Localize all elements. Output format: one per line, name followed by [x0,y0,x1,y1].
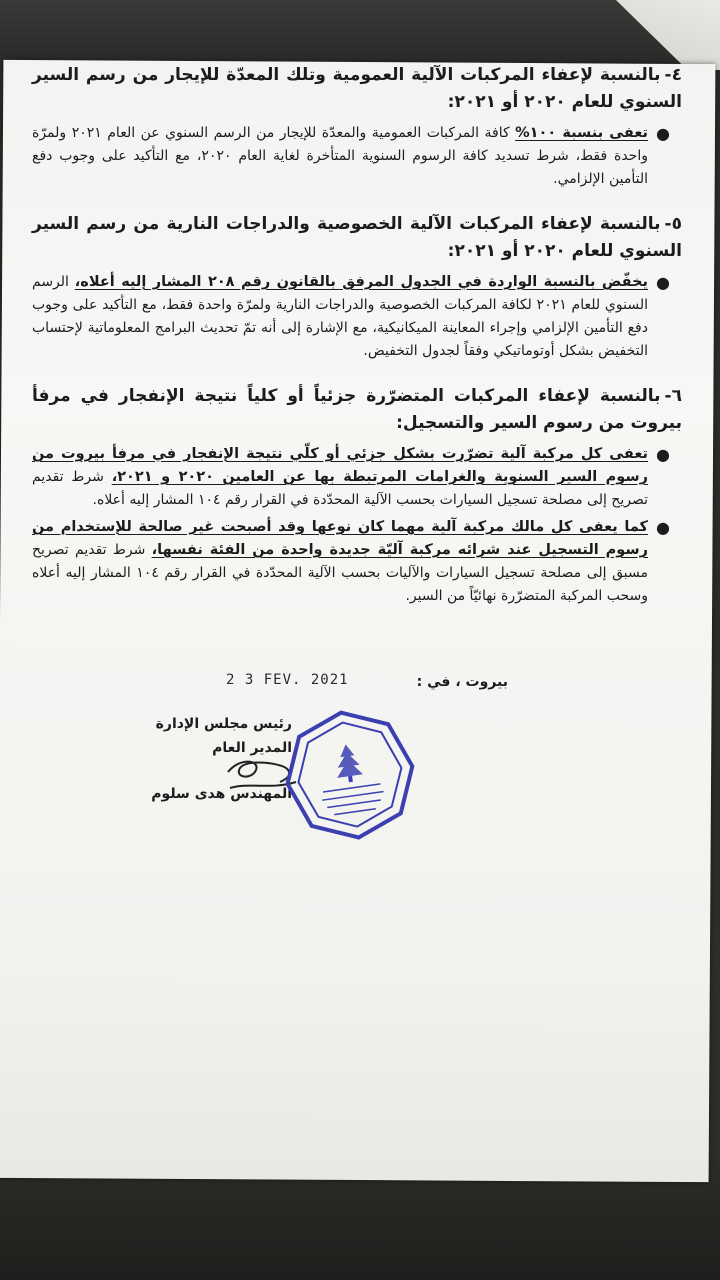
bullet-icon: ● [656,273,670,292]
bullet-bold-text: تعفى كل مركبة آلية تضرّرت بشكل جزئي أو كلّي نتيجة الإنفجار في مرفأ بيروت من رسوم السير السنوية والغرامات المرتبطة بها عن العامين ٢٠٢٠ و ٢٠٢١، [32,446,648,485]
bullet-text: الرسم السنوي للعام ٢٠٢١ لكافة المركبات الخصوصية والدراجات النارية ولمرّة واحدة فقط، مع التأكيد على وجوب دفع التأمين الإلزامي وإجراء المعاينة الميكانيكية، مع الإشارة إلى أنه تمّ تحديث البرامج المعلوماتية لإحتساب التخفيض بشكل أوتوماتيكي وفقاً لجدول التخفيض. [32,274,648,359]
section-heading-text: بالنسبة لإعفاء المركبات الآلية الخصوصية والدراجات النارية من رسم السير السنوي للعام ٢٠٢٠ أو ٢٠٢١: [32,214,682,261]
place-label: بيروت ، في : [416,674,508,690]
section-number: ٦- [664,386,682,406]
section-heading-text: بالنسبة لإعفاء المركبات المتضرّرة جزئياً أو كلياً نتيجة الإنفجار في مرفأ بيروت من رسوم السير والتسجيل: [32,386,682,433]
official-seal-icon [274,699,426,851]
bullet-icon: ● [656,445,670,464]
section-heading [32,211,682,265]
bullet-icon: ● [656,518,670,537]
bullet-bold-text: تعفى بنسبة ١٠٠% [515,125,648,141]
bullet-icon: ● [656,124,670,143]
underlying-page-corner [590,0,720,70]
signatory-title: رئيس مجلس الإدارة [155,716,292,732]
list-item [32,516,682,608]
section-5 [32,211,682,363]
date-stamp: 2 3 FEV. 2021 [226,672,349,688]
date-row [0,672,720,702]
list-item [32,443,682,512]
bullet-text: شرط تقديم تصريح إلى مصلحة تسجيل السيارات بحسب الآلية المحدّدة في القرار رقم ١٠٤ المشار إليه أعلاه. [32,469,648,508]
list-item [32,271,682,363]
bullet-bold-text: يخفّض بالنسبة الواردة في الجدول المرفق بالقانون رقم ٢٠٨ المشار إليه أعلاه، [74,274,648,290]
section-4 [32,62,682,191]
signatory-subtitle: المدير العام [212,740,292,756]
section-number: ٤- [664,65,682,85]
section-number: ٥- [664,214,682,234]
section-heading [32,62,682,116]
section-6 [32,383,682,608]
bullet-text: شرط تقديم تصريح مسبق إلى مصلحة تسجيل السيارات والآليات بحسب الآلية المحدّدة في القرار رقم ١٠٤ المشار إليه أعلاه وسحب المركبة المتضرّرة نهائيّاً من السير. [32,542,648,604]
section-heading [32,383,682,437]
section-heading-text: بالنسبة لإعفاء المركبات الآلية العمومية وتلك المعدّة للإيجار من رسم السير السنوي للعام ٢٠٢٠ أو ٢٠٢١: [32,65,682,112]
bullet-bold-text: كما يعفى كل مالك مركبة آلية مهما كان نوعها وقد أصبحت غير صالحة للإستخدام من رسوم التسجيل عند شرائه مركبة آليّة جديدة واحدة من الفئة نفسها، [32,519,648,558]
document-body [32,62,682,628]
signatory-name: المهندس هدى سلوم [151,786,292,802]
bullet-text: كافة المركبات العمومية والمعدّة للإيجار من الرسم السنوي عن العام ٢٠٢١ ولمرّة واحدة فقط، شرط تسديد كافة الرسوم السنوية المتأخرة لغاية العام ٢٠٢٠، مع التأكيد على وجوب دفع التأمين الإلزامي. [32,125,648,187]
list-item [32,122,682,191]
